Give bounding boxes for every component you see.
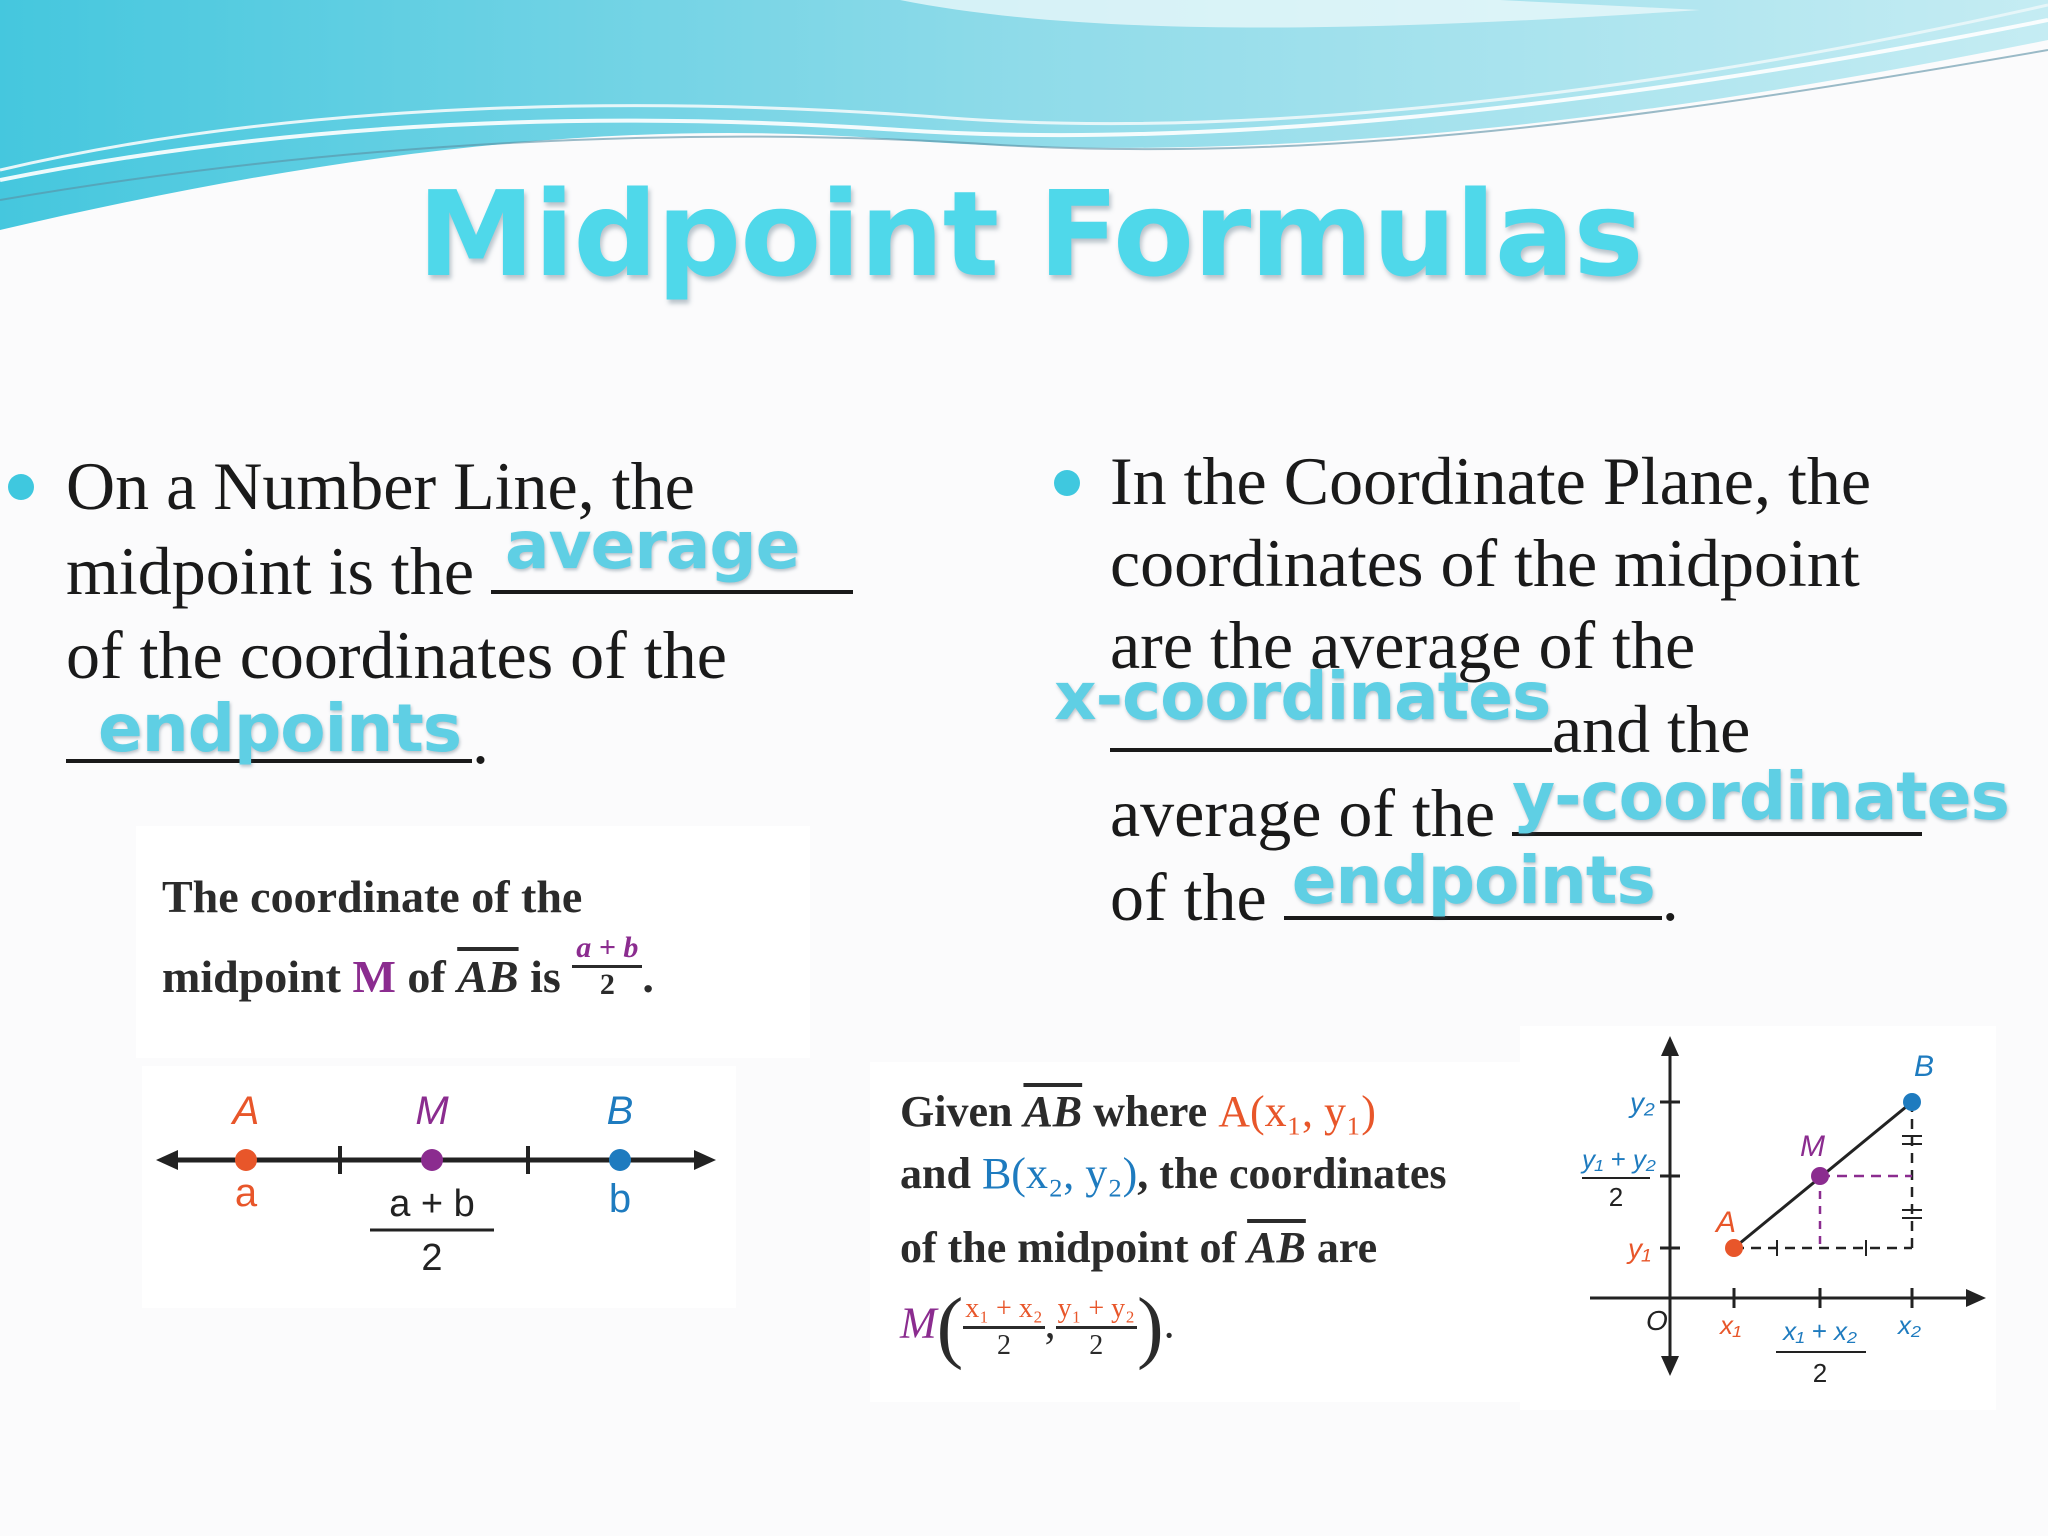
blank-endpoints-left — [66, 690, 472, 767]
fraction-y-numerator: y₁ + y₂ — [1057, 1293, 1135, 1324]
xmid-denominator: 2 — [1812, 1358, 1828, 1388]
fill-x-coordinates: x-coordinates — [1054, 658, 1551, 735]
right-line-5-text: average of the — [1110, 775, 1513, 851]
ymid-numerator: y₁ + y₂ — [1582, 1144, 1656, 1174]
right-bullet-block — [1054, 440, 2040, 938]
caption-text: , the coordinates — [1137, 1149, 1447, 1198]
coord-a-label: a — [234, 1171, 258, 1215]
fraction-x-denominator: 2 — [996, 1330, 1011, 1361]
ymid-denominator: 2 — [1608, 1182, 1624, 1212]
fraction-numerator: a + b — [572, 931, 642, 968]
x2-label: x₂ — [1898, 1310, 1921, 1340]
point-b-label: B — [1914, 1050, 1935, 1083]
point-b-label: B — [606, 1089, 634, 1133]
caption-text: Given — [900, 1087, 1024, 1136]
origin-label: O — [1646, 1305, 1668, 1336]
left-line-3: of the coordinates of the — [66, 617, 727, 693]
y2-label: y₂ — [1630, 1087, 1655, 1118]
left-line-4 — [66, 690, 996, 782]
x-axis-arrow-icon — [1966, 1289, 1986, 1307]
caption-line-1: The coordinate of the — [162, 871, 583, 922]
period: . — [472, 702, 489, 778]
point-m-dot — [1811, 1167, 1829, 1185]
point-a-coords: A(x₁, y₁) — [1218, 1087, 1376, 1136]
caption-text: are — [1305, 1223, 1378, 1272]
x1-label: x₁ — [1720, 1310, 1742, 1340]
comma: , — [1044, 1298, 1056, 1348]
midpoint-denominator: 2 — [421, 1237, 443, 1279]
number-line-caption-figure — [136, 826, 810, 1058]
caption-text: of the midpoint of — [900, 1223, 1248, 1272]
blank-y-coordinates — [1512, 758, 2009, 836]
coordinate-plane-diagram — [1520, 1026, 1996, 1410]
right-line-3: are the average of the — [1110, 607, 1696, 683]
point-m-label: M — [415, 1089, 449, 1133]
midpoint-numerator: a + b — [389, 1183, 475, 1225]
page-title: Midpoint Formulas — [417, 165, 1643, 303]
point-b-dot — [609, 1149, 631, 1171]
period: . — [1163, 1298, 1175, 1348]
right-line-6 — [1110, 842, 2040, 938]
left-arrow-icon — [156, 1150, 178, 1170]
right-line-1: In the Coordinate Plane, the — [1110, 443, 1872, 519]
left-line-1: On a Number Line, the — [66, 448, 695, 524]
right-line-2: coordinates of the midpoint — [1110, 525, 1860, 601]
segment-label: $\overline{AB}$ — [457, 951, 519, 1002]
coordinate-caption-figure — [870, 1062, 1520, 1402]
caption-text: midpoint — [162, 951, 353, 1002]
period: . — [1661, 859, 1679, 935]
point-a-label: A — [1716, 1206, 1737, 1239]
blank-x-coordinates — [1054, 658, 1552, 752]
point-a-dot — [1725, 1239, 1743, 1257]
y1-label: y₁ — [1628, 1233, 1651, 1264]
caption-text: of — [395, 951, 458, 1002]
number-line-diagram — [142, 1066, 736, 1308]
right-arrow-icon — [694, 1150, 716, 1170]
fraction-y-denominator: 2 — [1089, 1330, 1104, 1361]
right-line-4-text: and the — [1552, 691, 1751, 767]
fill-endpoints-left: endpoints — [98, 690, 462, 767]
fraction-x-numerator: x₁ + x₂ — [965, 1293, 1043, 1324]
left-line-2-text: midpoint is the — [66, 533, 491, 609]
caption-text: is — [518, 951, 573, 1002]
close-paren: ) — [1136, 1283, 1164, 1371]
point-a-dot — [235, 1149, 257, 1171]
right-line-6-text: of the — [1110, 859, 1284, 935]
blank-average — [491, 507, 853, 594]
coord-caption-line-2 — [900, 1148, 1446, 1199]
fraction-x — [963, 1292, 1044, 1363]
point-m-dot — [421, 1149, 443, 1171]
fraction-y — [1056, 1292, 1137, 1363]
fill-y-coordinates: y-coordinates — [1512, 758, 2009, 835]
y-axis-arrow-icon — [1661, 1356, 1679, 1376]
formula-m: M — [900, 1298, 937, 1348]
bullet-icon — [1054, 470, 1080, 496]
coord-caption-line-1 — [900, 1086, 1376, 1137]
caption-line-2 — [162, 930, 654, 1003]
fraction — [572, 931, 642, 1002]
coord-formula — [900, 1282, 1175, 1373]
point-b-coords: B(x₂, y₂) — [981, 1149, 1138, 1198]
xmid-numerator: x₁ + x₂ — [1783, 1316, 1857, 1346]
coord-b-label: b — [608, 1177, 632, 1221]
fill-average: average — [505, 507, 800, 584]
caption-text: where — [1082, 1087, 1219, 1136]
y-axis-arrow-icon — [1661, 1036, 1679, 1056]
point-b-dot — [1903, 1093, 1921, 1111]
caption-text: and — [900, 1149, 982, 1198]
midpoint-label: M — [352, 951, 396, 1002]
coord-caption-line-3 — [900, 1222, 1377, 1273]
blank-endpoints-right — [1284, 842, 1662, 920]
left-line-2 — [66, 507, 996, 613]
segment-label: $\overline{AB}$ — [1023, 1087, 1083, 1136]
point-a-label: A — [232, 1089, 260, 1133]
bullet-icon — [8, 474, 34, 500]
fill-endpoints-right: endpoints — [1291, 842, 1655, 919]
point-m-label: M — [1800, 1130, 1825, 1163]
open-paren: ( — [936, 1283, 964, 1371]
fraction-denominator: 2 — [599, 967, 615, 1001]
left-bullet-block — [66, 444, 996, 782]
segment-label: $\overline{AB}$ — [1247, 1223, 1306, 1272]
period: . — [642, 951, 654, 1002]
